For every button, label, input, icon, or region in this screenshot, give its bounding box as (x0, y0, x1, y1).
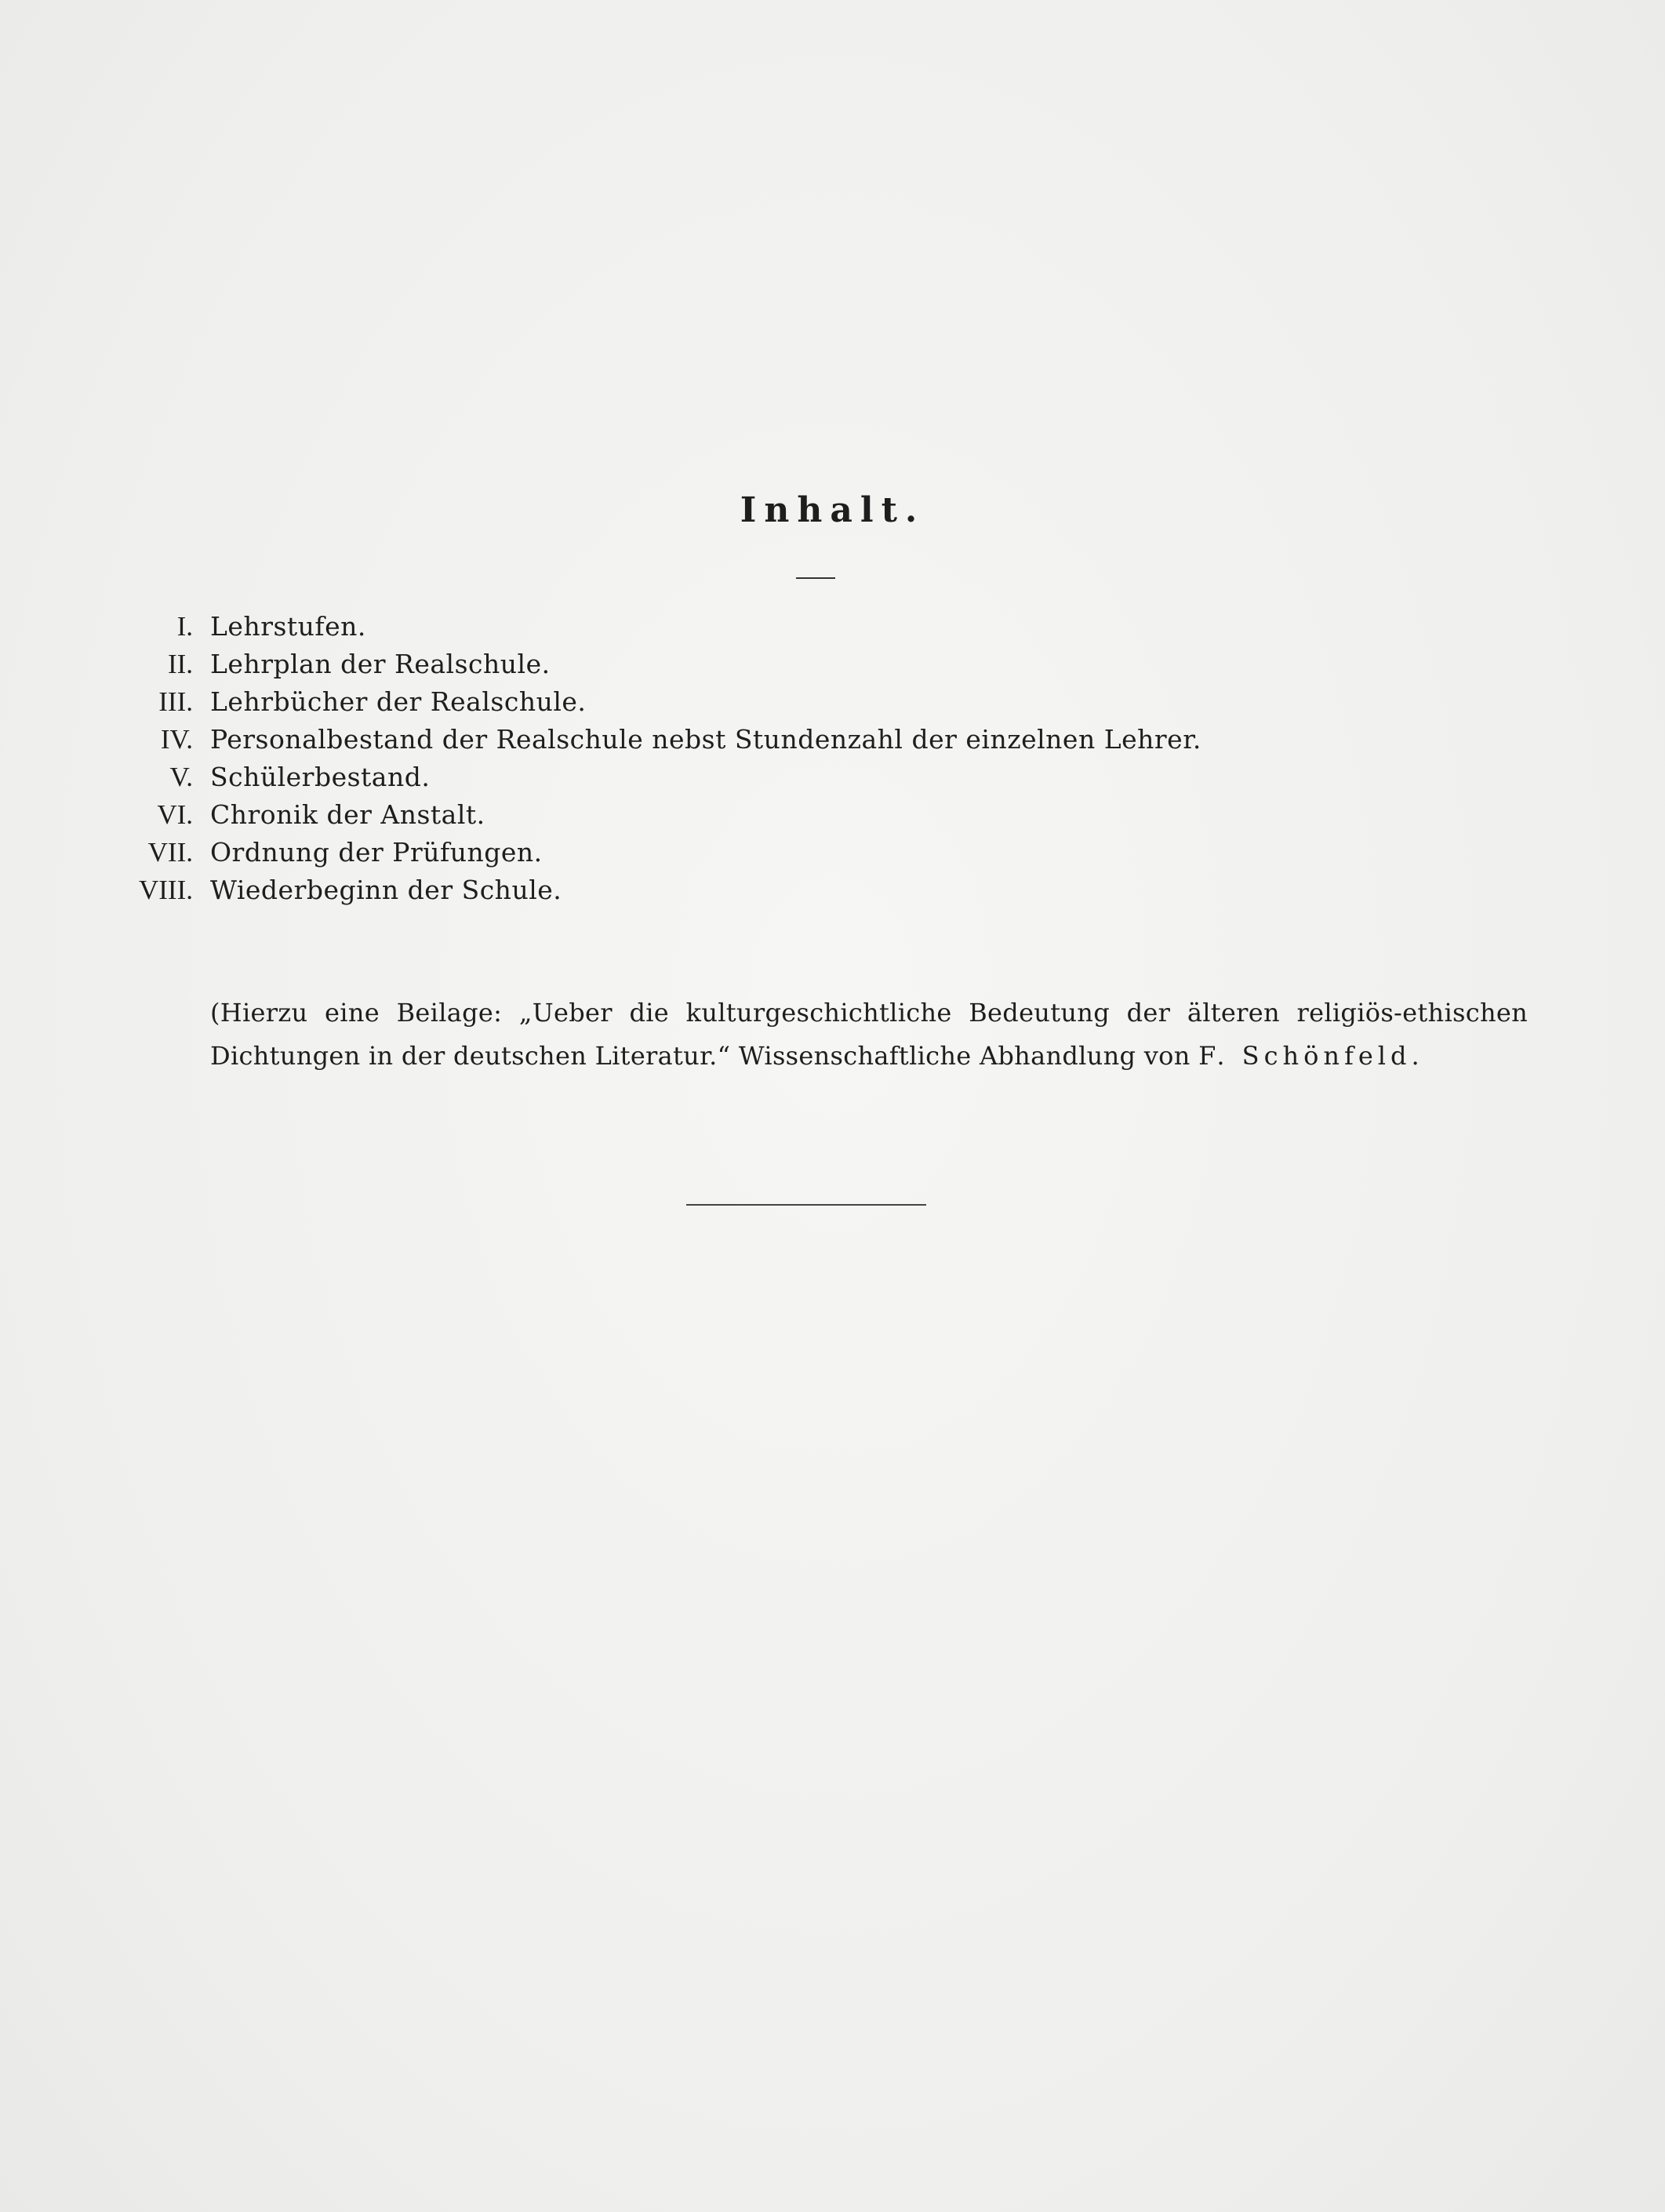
contents-item-title: Personalbestand der Realschule nebst Stundenzahl der einzelnen Lehrer. (210, 724, 1201, 755)
supplement-note-text: (Hierzu eine Beilage: „Ueber die kulturgeschichtliche Bedeutung der älteren religiös-ethischen Dichtungen in der deutschen Literatur.“ Wissenschaftliche Abhandlung von (210, 998, 1528, 1071)
contents-item-number: VI. (157, 799, 193, 830)
contents-item-number: VIII. (139, 875, 193, 905)
contents-item-4 (0, 721, 1665, 759)
contents-item-title: Lehrstufen. (210, 611, 366, 642)
contents-item-8 (0, 871, 1665, 909)
supplement-author: F. Schönfeld. (1198, 1041, 1424, 1071)
contents-item-7 (0, 834, 1665, 871)
contents-item-title: Lehrbücher der Realschule. (210, 686, 587, 717)
supplement-note (210, 991, 1528, 1078)
contents-item-5 (0, 759, 1665, 796)
contents-item-title: Chronik der Anstalt. (210, 799, 485, 830)
contents-item-title: Schülerbestand. (210, 762, 431, 792)
contents-heading: Inhalt. (740, 490, 925, 530)
show-through-1 (580, 200, 613, 311)
contents-item-1 (0, 608, 1665, 646)
contents-list (0, 608, 1665, 909)
contents-item-number: I. (176, 611, 193, 642)
contents-item-number: V. (169, 762, 193, 792)
contents-item-number: IV. (160, 724, 193, 755)
contents-item-title: Lehrplan der Realschule. (210, 649, 551, 679)
contents-item-number: III. (158, 686, 193, 717)
contents-item-3 (0, 683, 1665, 721)
contents-item-title: Wiederbeginn der Schule. (210, 875, 562, 905)
contents-item-2 (0, 646, 1665, 683)
heading-divider (796, 577, 835, 579)
contents-item-6 (0, 796, 1665, 834)
contents-item-number: VII. (147, 837, 193, 868)
contents-item-title: Ordnung der Prüfungen. (210, 837, 543, 868)
closing-rule (686, 1204, 926, 1206)
contents-item-number: II. (167, 649, 193, 679)
